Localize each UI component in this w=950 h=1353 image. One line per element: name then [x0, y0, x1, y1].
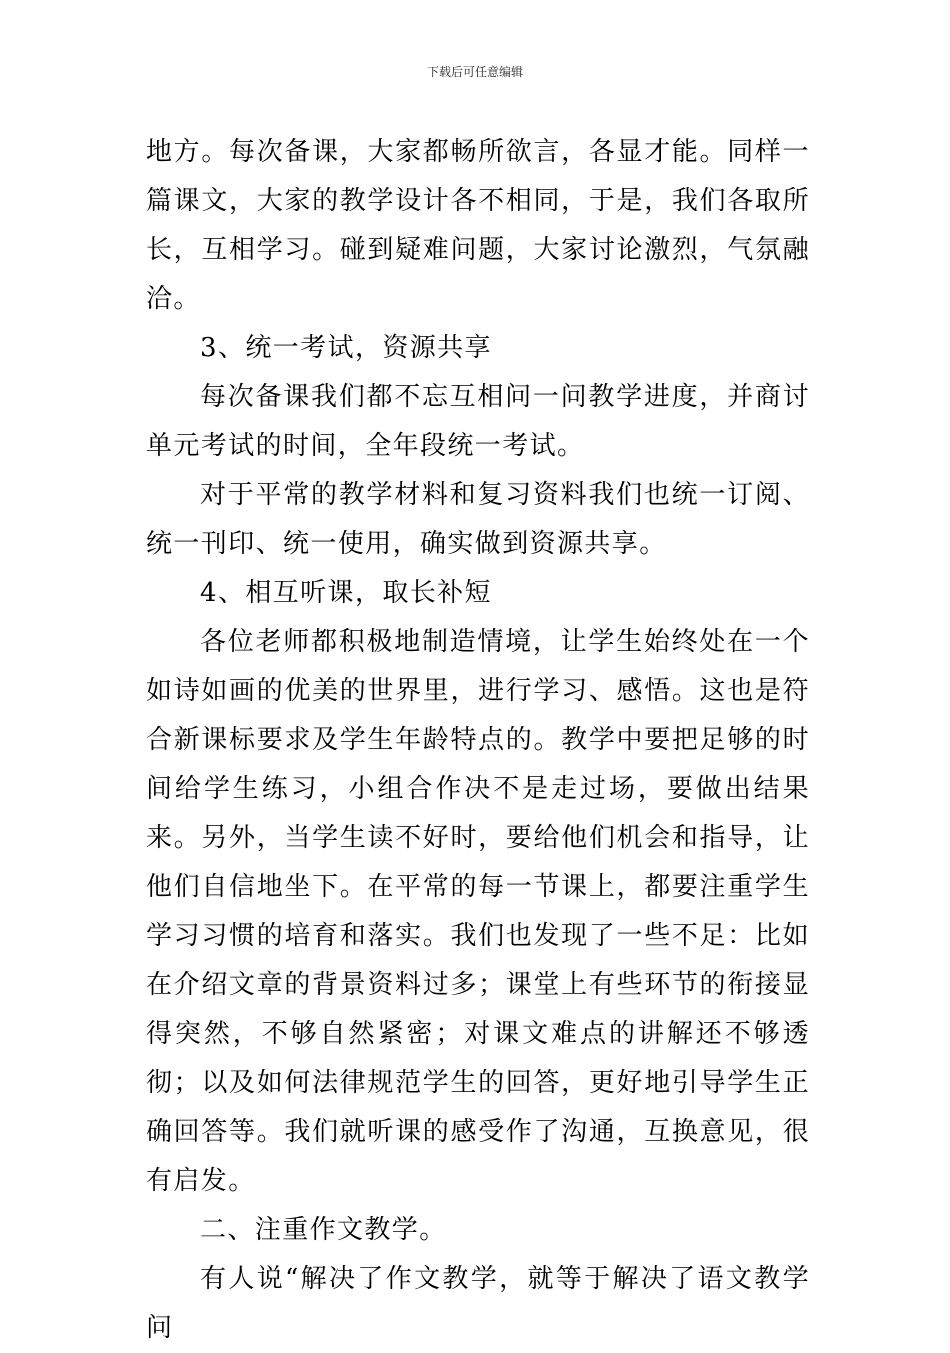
page-header: 下载后可任意编辑 [426, 65, 523, 79]
paragraph-5: 有人说“解决了作文教学，就等于解决了语文教学问 [146, 1264, 810, 1343]
paragraph-2: 每次备课我们都不忘互相问一问教学进度，并商讨单元考试的时间，全年段统一考试。 [146, 382, 810, 461]
section-heading-4: 4、相互听课，取长补短 [200, 578, 492, 608]
paragraph-4: 各位老师都积极地制造情境，让学生始终处在一个如诗如画的优美的世界里，进行学习、感悟。这也是符合新课标要求及学生年龄特点的。教学中要把足够的时间给学生练习，小组合作决不是走过场，要做出结果来。另外，当学生读不好时，要给他们机会和指导，让他们自信地坐下。在平常的每一节课上，都要注重学生学习习惯的培育和落实。我们也发现了一些不足：比如在介绍文章的背景资料过多；课堂上有些环节的衔接显得突然，不够自然紧密；对课文难点的讲解还不够透彻；以及如何法律规范学生的回答，更好地引导学生正确回答等。我们就听课的感受作了沟通，互换意见，很有启发。 [146, 627, 810, 1196]
section-heading-3: 3、统一考试，资源共享 [200, 333, 492, 363]
document-body [146, 128, 810, 1353]
paragraph-3: 对于平常的教学材料和复习资料我们也统一订阅、统一刊印、统一使用，确实做到资源共享。 [146, 480, 810, 559]
section-heading-2: 二、注重作文教学。 [200, 1215, 447, 1245]
paragraph-1: 地方。每次备课，大家都畅所欲言，各显才能。同样一篇课文，大家的教学设计各不相同，于是，我们各取所长，互相学习。碰到疑难问题，大家讨论激烈，气氛融洽。 [146, 137, 810, 314]
